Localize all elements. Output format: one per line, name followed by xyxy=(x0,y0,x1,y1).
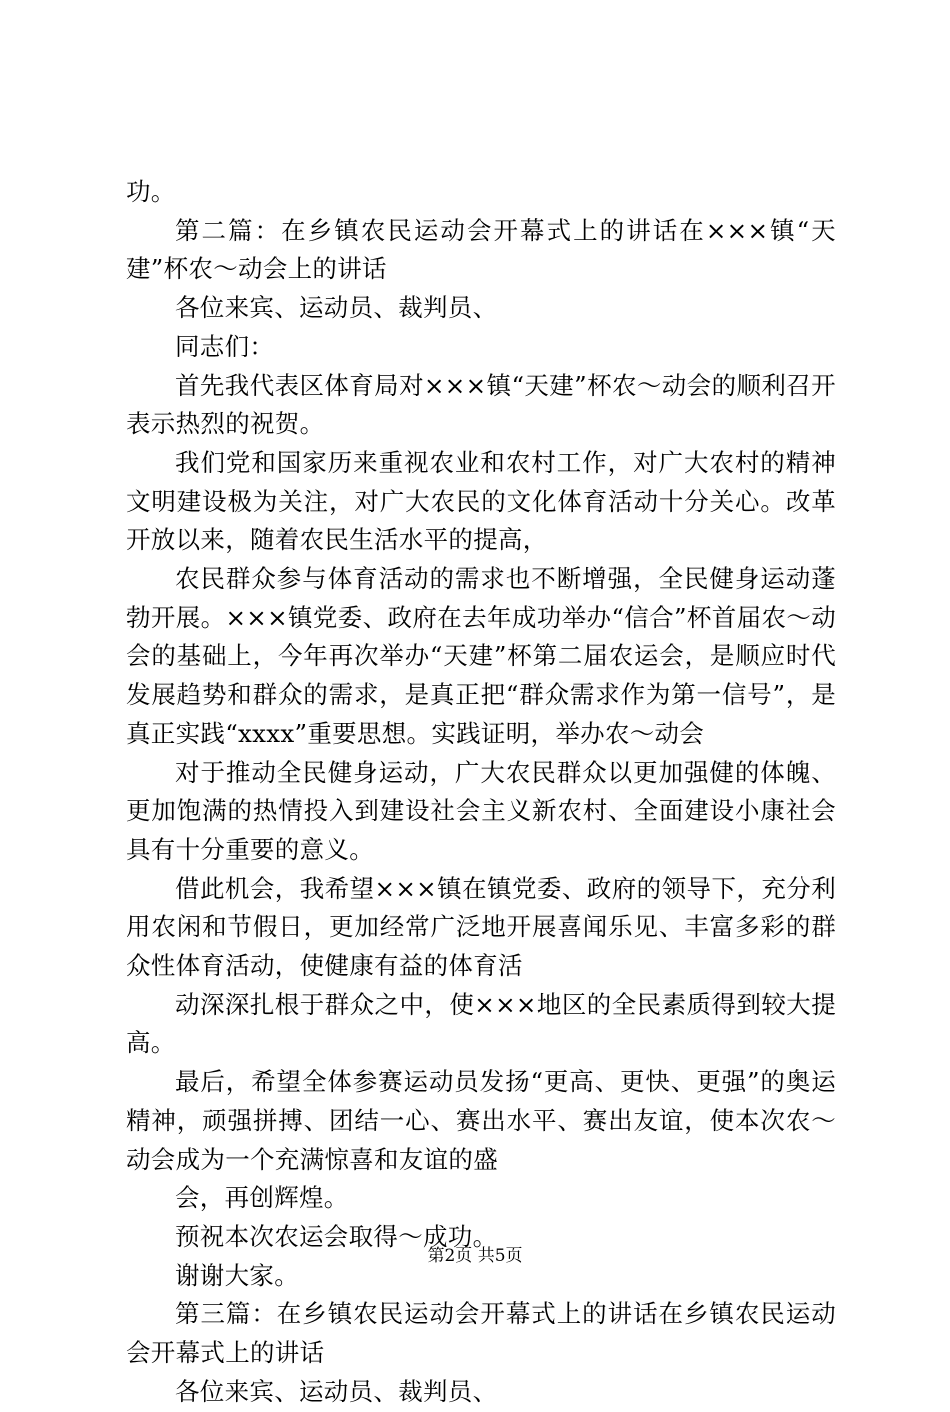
paragraph: 会，再创辉煌。 xyxy=(175,1183,349,1213)
paragraph: 我们党和国家历来重视农业和农村工作，对广大农村的精神文明建设极为关注，对广大农民的文化体育活动十分关心。改革开放以来，随着农民生活水平的提高， xyxy=(126,447,836,555)
section-heading-2: 第二篇：在乡镇农民运动会开幕式上的讲话在×××镇“天建”杯农～动会上的讲话 xyxy=(126,215,836,284)
paragraph: 借此机会，我希望×××镇在镇党委、政府的领导下，充分利用农闲和节假日，更加经常广泛地开展喜闻乐见、丰富多彩的群众性体育活动，使健康有益的体育活 xyxy=(126,873,836,981)
paragraph: 首先我代表区体育局对×××镇“天建”杯农～动会的顺利召开表示热烈的祝贺。 xyxy=(126,370,836,439)
paragraph: 谢谢大家。 xyxy=(175,1260,299,1290)
paragraph: 同志们： xyxy=(175,331,275,361)
paragraph: 功。 xyxy=(126,177,176,206)
page-footer xyxy=(0,1244,950,1268)
paragraph: 对于推动全民健身运动，广大农民群众以更加强健的体魄、更加饱满的热情投入到建设社会主义新农村、全面建设小康社会具有十分重要的意义。 xyxy=(126,757,836,864)
paragraph: 农民群众参与体育活动的需求也不断增强，全民健身运动蓬勃开展。×××镇党委、政府在去年成功举办“信合”杯首届农～动会的基础上，今年再次举办“天建”杯第二届农运会，是顺应时代发展趋势和群众的需求，是真正把“群众需求作为第一信号”，是真正实践“xxxx”重要思想。实践证明，举办农～动会 xyxy=(126,564,836,748)
paragraph: 各位来宾、运动员、裁判员、 xyxy=(175,293,498,323)
page-number-label: 第2页 共5页 xyxy=(427,1246,523,1266)
paragraph: 最后，希望全体参赛运动员发扬“更高、更快、更强”的奥运精神，顽强拼搏、团结一心、赛出水平、赛出友谊，使本次农～动会成为一个充满惊喜和友谊的盛 xyxy=(126,1067,836,1174)
section-heading-3: 第三篇：在乡镇农民运动会开幕式上的讲话在乡镇农民运动会开幕式上的讲话 xyxy=(126,1299,836,1368)
paragraph: 预祝本次农运会取得～成功。 xyxy=(175,1221,498,1251)
paragraph: 各位来宾、运动员、裁判员、 xyxy=(175,1376,498,1406)
document-body xyxy=(126,173,836,1412)
paragraph: 动深深扎根于群众之中，使×××地区的全民素质得到较大提高。 xyxy=(126,989,836,1058)
